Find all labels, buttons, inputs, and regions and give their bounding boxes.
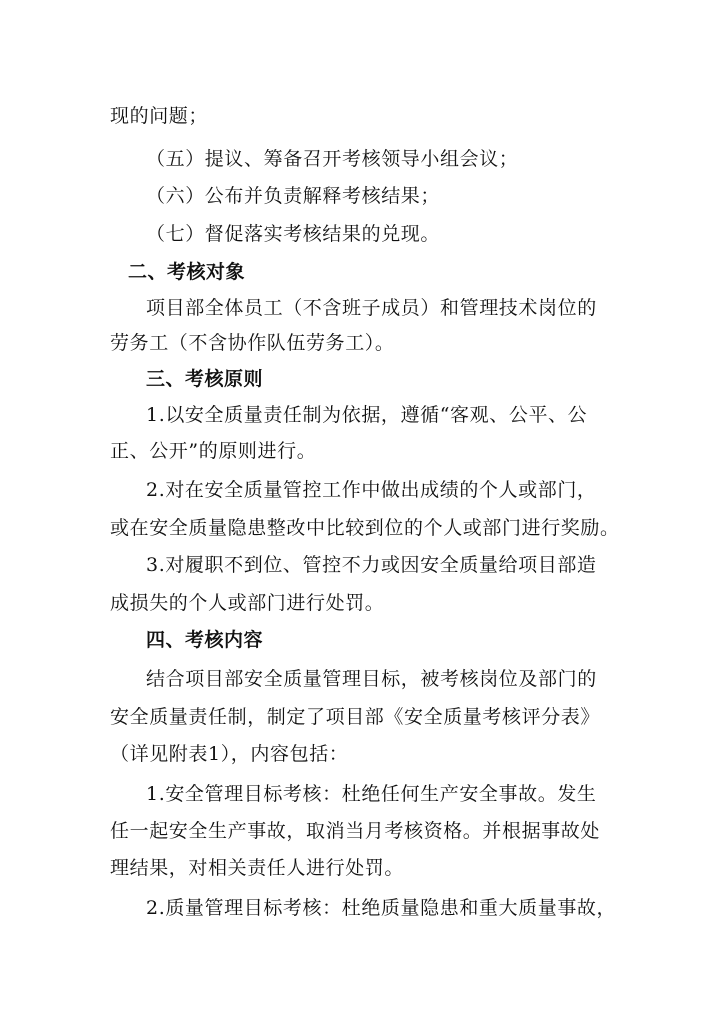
- section-heading-2: 二、考核对象: [128, 261, 246, 283]
- text-line-1: 现的问题；: [110, 105, 209, 127]
- text-line-4: （七）督促落实考核结果的兑现。: [146, 223, 441, 245]
- text-line-2: （五）提议、筹备召开考核领导小组会议；: [146, 148, 519, 170]
- text-line-16: 结合项目部安全质量管理目标，被考核岗位及部门的: [146, 668, 597, 690]
- text-line-19: 1.安全管理目标考核：杜绝任何生产安全事故。发生: [146, 783, 597, 805]
- text-line-21: 理结果，对相关责任人进行处罚。: [110, 857, 405, 879]
- text-line-10: 正、公开”的原则进行。: [110, 440, 317, 462]
- text-line-17: 安全质量责任制，制定了项目部《安全质量考核评分表》: [110, 706, 601, 728]
- text-line-20: 任一起安全生产事故，取消当月考核资格。并根据事故处: [110, 820, 601, 842]
- text-line-7: 劳务工（不含协作队伍劳务工）。: [110, 332, 395, 354]
- text-line-9: 1.以安全质量责任制为依据，遵循“客观、公平、公: [146, 404, 588, 426]
- text-line-3: （六）公布并负责解释考核结果；: [146, 185, 441, 207]
- text-line-18: （详见附表1），内容包括：: [110, 743, 349, 765]
- text-line-12: 或在安全质量隐患整改中比较到位的个人或部门进行奖励。: [110, 517, 620, 539]
- text-line-11: 2.对在安全质量管控工作中做出成绩的个人或部门，: [146, 479, 597, 501]
- section-heading-4: 四、考核内容: [146, 629, 264, 651]
- text-line-13: 3.对履职不到位、管控不力或因安全质量给项目部造: [146, 554, 597, 576]
- text-line-22: 2.质量管理目标考核：杜绝质量隐患和重大质量事故，: [146, 897, 617, 919]
- section-heading-3: 三、考核原则: [146, 368, 264, 390]
- text-line-14: 成损失的个人或部门进行处罚。: [110, 592, 385, 614]
- text-line-6: 项目部全体员工（不含班子成员）和管理技术岗位的: [146, 297, 597, 319]
